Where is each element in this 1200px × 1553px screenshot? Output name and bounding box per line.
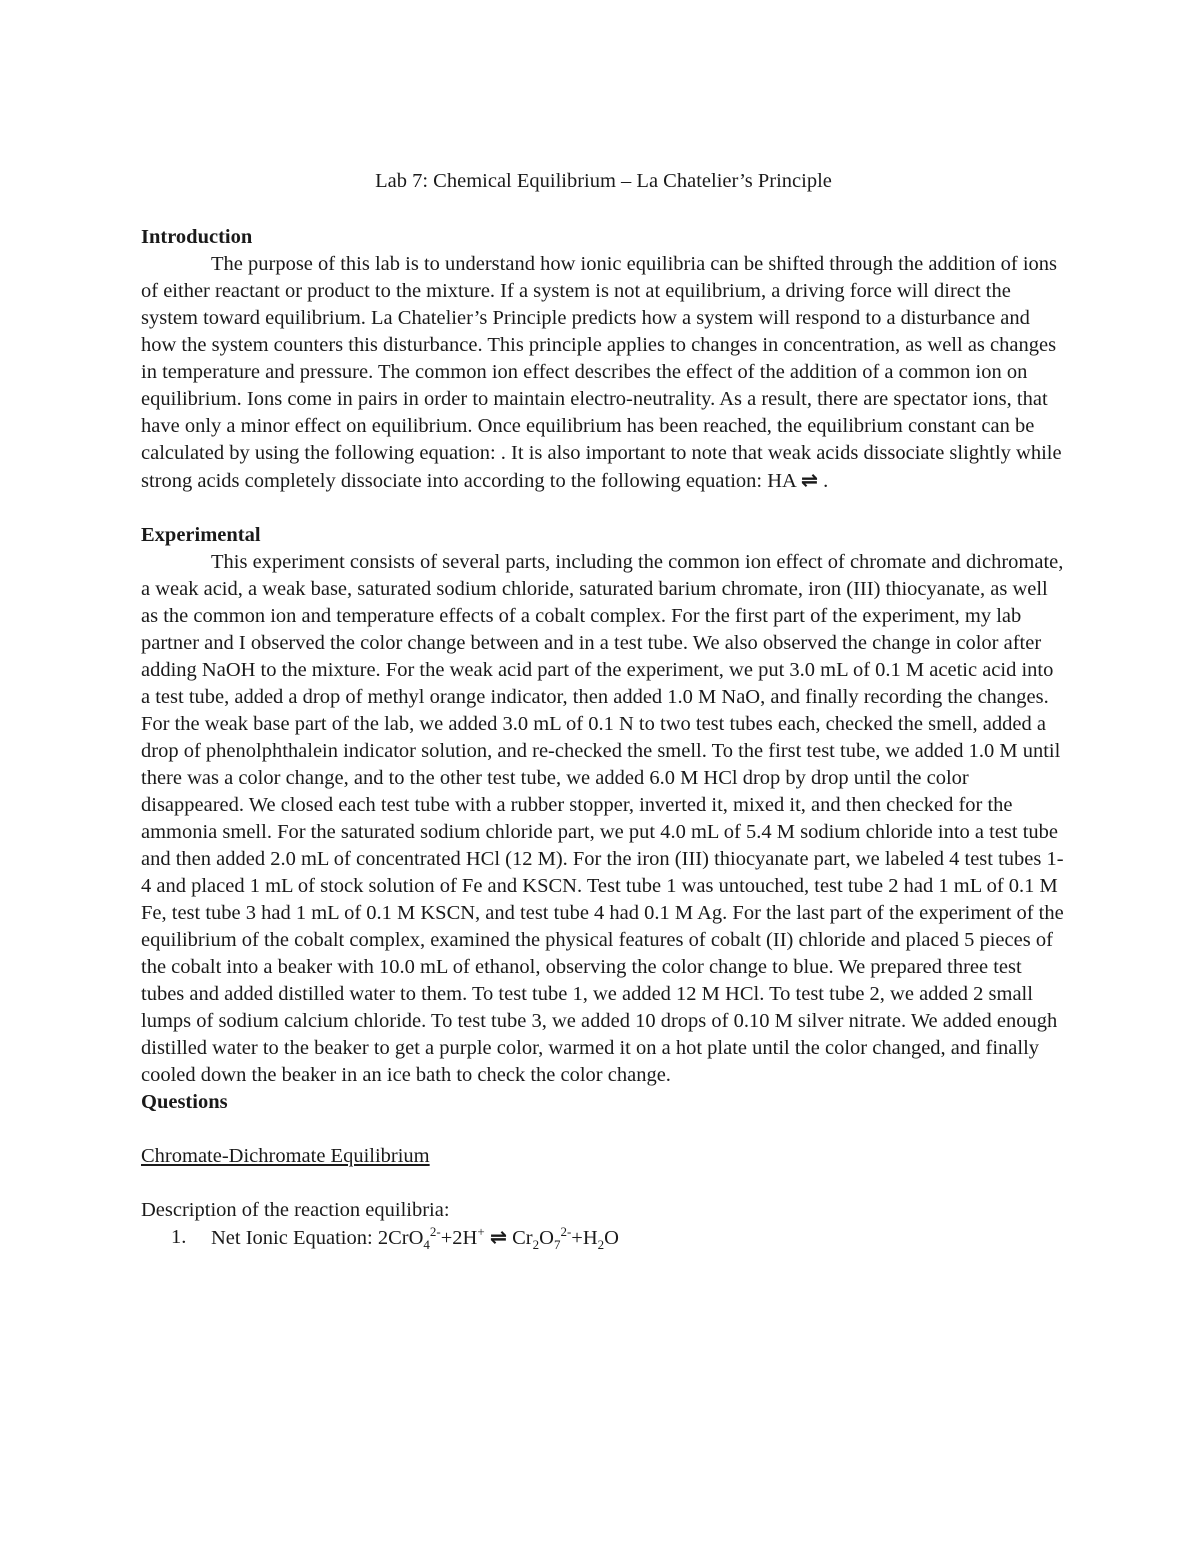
equation-subscript: 4 bbox=[423, 1237, 430, 1253]
equation-subscript: 2 bbox=[597, 1237, 605, 1253]
list-item-number: 1. bbox=[171, 1226, 187, 1248]
equation-term: +2H bbox=[440, 1227, 478, 1249]
equation-term: +H bbox=[571, 1227, 598, 1249]
list-item-label: Net Ionic Equation: bbox=[211, 1227, 378, 1249]
equilibrium-arrow-icon: ⇌ bbox=[489, 1225, 507, 1249]
introduction-paragraph bbox=[141, 251, 1066, 495]
net-ionic-equation bbox=[377, 1224, 619, 1253]
chromate-dichromate-subheading: Chromate-Dichromate Equilibrium bbox=[141, 1145, 430, 1167]
questions-heading: Questions bbox=[141, 1091, 228, 1113]
equation-term: Cr bbox=[507, 1227, 533, 1249]
experimental-heading: Experimental bbox=[141, 524, 261, 546]
introduction-text-end: . bbox=[818, 470, 829, 492]
equilibrium-arrow-icon: ⇌ bbox=[800, 468, 819, 492]
list-item bbox=[171, 1224, 1066, 1253]
equation-term: O bbox=[539, 1227, 554, 1249]
document-title: Lab 7: Chemical Equilibrium – La Chatelier’s Principle bbox=[375, 170, 832, 192]
equation-superscript: 2- bbox=[560, 1224, 572, 1240]
reaction-description: Description of the reaction equilibria: bbox=[141, 1199, 450, 1221]
introduction-heading: Introduction bbox=[141, 226, 253, 248]
introduction-text: The purpose of this lab is to understand how ionic equilibria can be shifted through the addition of ions of either reactant or product to the mixture. If a system is not at equilibrium, a driving force will direct the system toward equilibrium. La Chatelier’s Principle predicts how a system will respond to a disturbance and how the system counters this disturbance. This principle applies to changes in concentration, as well as changes in temperature and pressure. The common ion effect describes the effect of the addition of a common ion on equilibrium. Ions come in pairs in order to maintain electro-neutrality. As a result, there are spectator ions, that have only a minor effect on equilibrium. Once equilibrium has been reached, the equilibrium constant can be calculated by using the following equation: . It is also important to note that weak acids dissociate slightly while strong acids completely dissociate into according to the following equation: HA bbox=[141, 253, 1062, 492]
section-spacer bbox=[141, 495, 1066, 522]
equation-superscript: + bbox=[477, 1224, 485, 1240]
equation-subscript: 7 bbox=[553, 1237, 561, 1253]
equation-superscript: 2- bbox=[429, 1224, 441, 1240]
experimental-paragraph: This experiment consists of several parts, including the common ion effect of chromate and dichromate, a weak acid, a weak base, saturated sodium chloride, saturated barium chromate, iron (III) thiocyanate, as well as the common ion and temperature effects of a cobalt complex. For the first part of the experiment, my lab partner and I observed the color change between and in a test tube. We also observed the change in color after adding NaOH to the mixture. For the weak acid part of the experiment, we put 3.0 mL of 0.1 M acetic acid into a test tube, added a drop of methyl orange indicator, then added 1.0 M NaO, and finally recording the changes. For the weak base part of the lab, we added 3.0 mL of 0.1 N to two test tubes each, checked the smell, added a drop of phenolphthalein indicator solution, and re-checked the smell. To the first test tube, we added 1.0 M until there was a color change, and to the other test tube, we added 6.0 M HCl drop by drop until the color disappeared. We closed each test tube with a rubber stopper, inverted it, mixed it, and then checked for the ammonia smell. For the saturated sodium chloride part, we put 4.0 mL of 5.4 M sodium chloride into a test tube and then added 2.0 mL of concentrated HCl (12 M). For the iron (III) thiocyanate part, we labeled 4 test tubes 1-4 and placed 1 mL of stock solution of Fe and KSCN. Test tube 1 was untouched, test tube 2 had 1 mL of 0.1 M Fe, test tube 3 had 1 mL of 0.1 M KSCN, and test tube 4 had 0.1 M Ag. For the last part of the experiment of the equilibrium of the cobalt complex, examined the physical features of cobalt (II) chloride and placed 5 pieces of the cobalt into a beaker with 10.0 mL of ethanol, observing the color change to blue. We prepared three test tubes and added distilled water to them. To test tube 1, we added 12 M HCl. To test tube 2, we added 2 small lumps of sodium calcium chloride. To test tube 3, we added 10 drops of 0.10 M silver nitrate. We added enough distilled water to the beaker to get a purple color, warmed it on a hot plate until the color changed, and finally cooled down the beaker in an ice bath to check the color change. bbox=[141, 551, 1064, 1086]
equation-term: O bbox=[604, 1227, 619, 1249]
question-list bbox=[141, 1224, 1066, 1252]
document-page bbox=[141, 168, 1066, 1252]
equation-subscript: 2 bbox=[532, 1237, 540, 1253]
equation-term: 2CrO bbox=[377, 1227, 424, 1249]
